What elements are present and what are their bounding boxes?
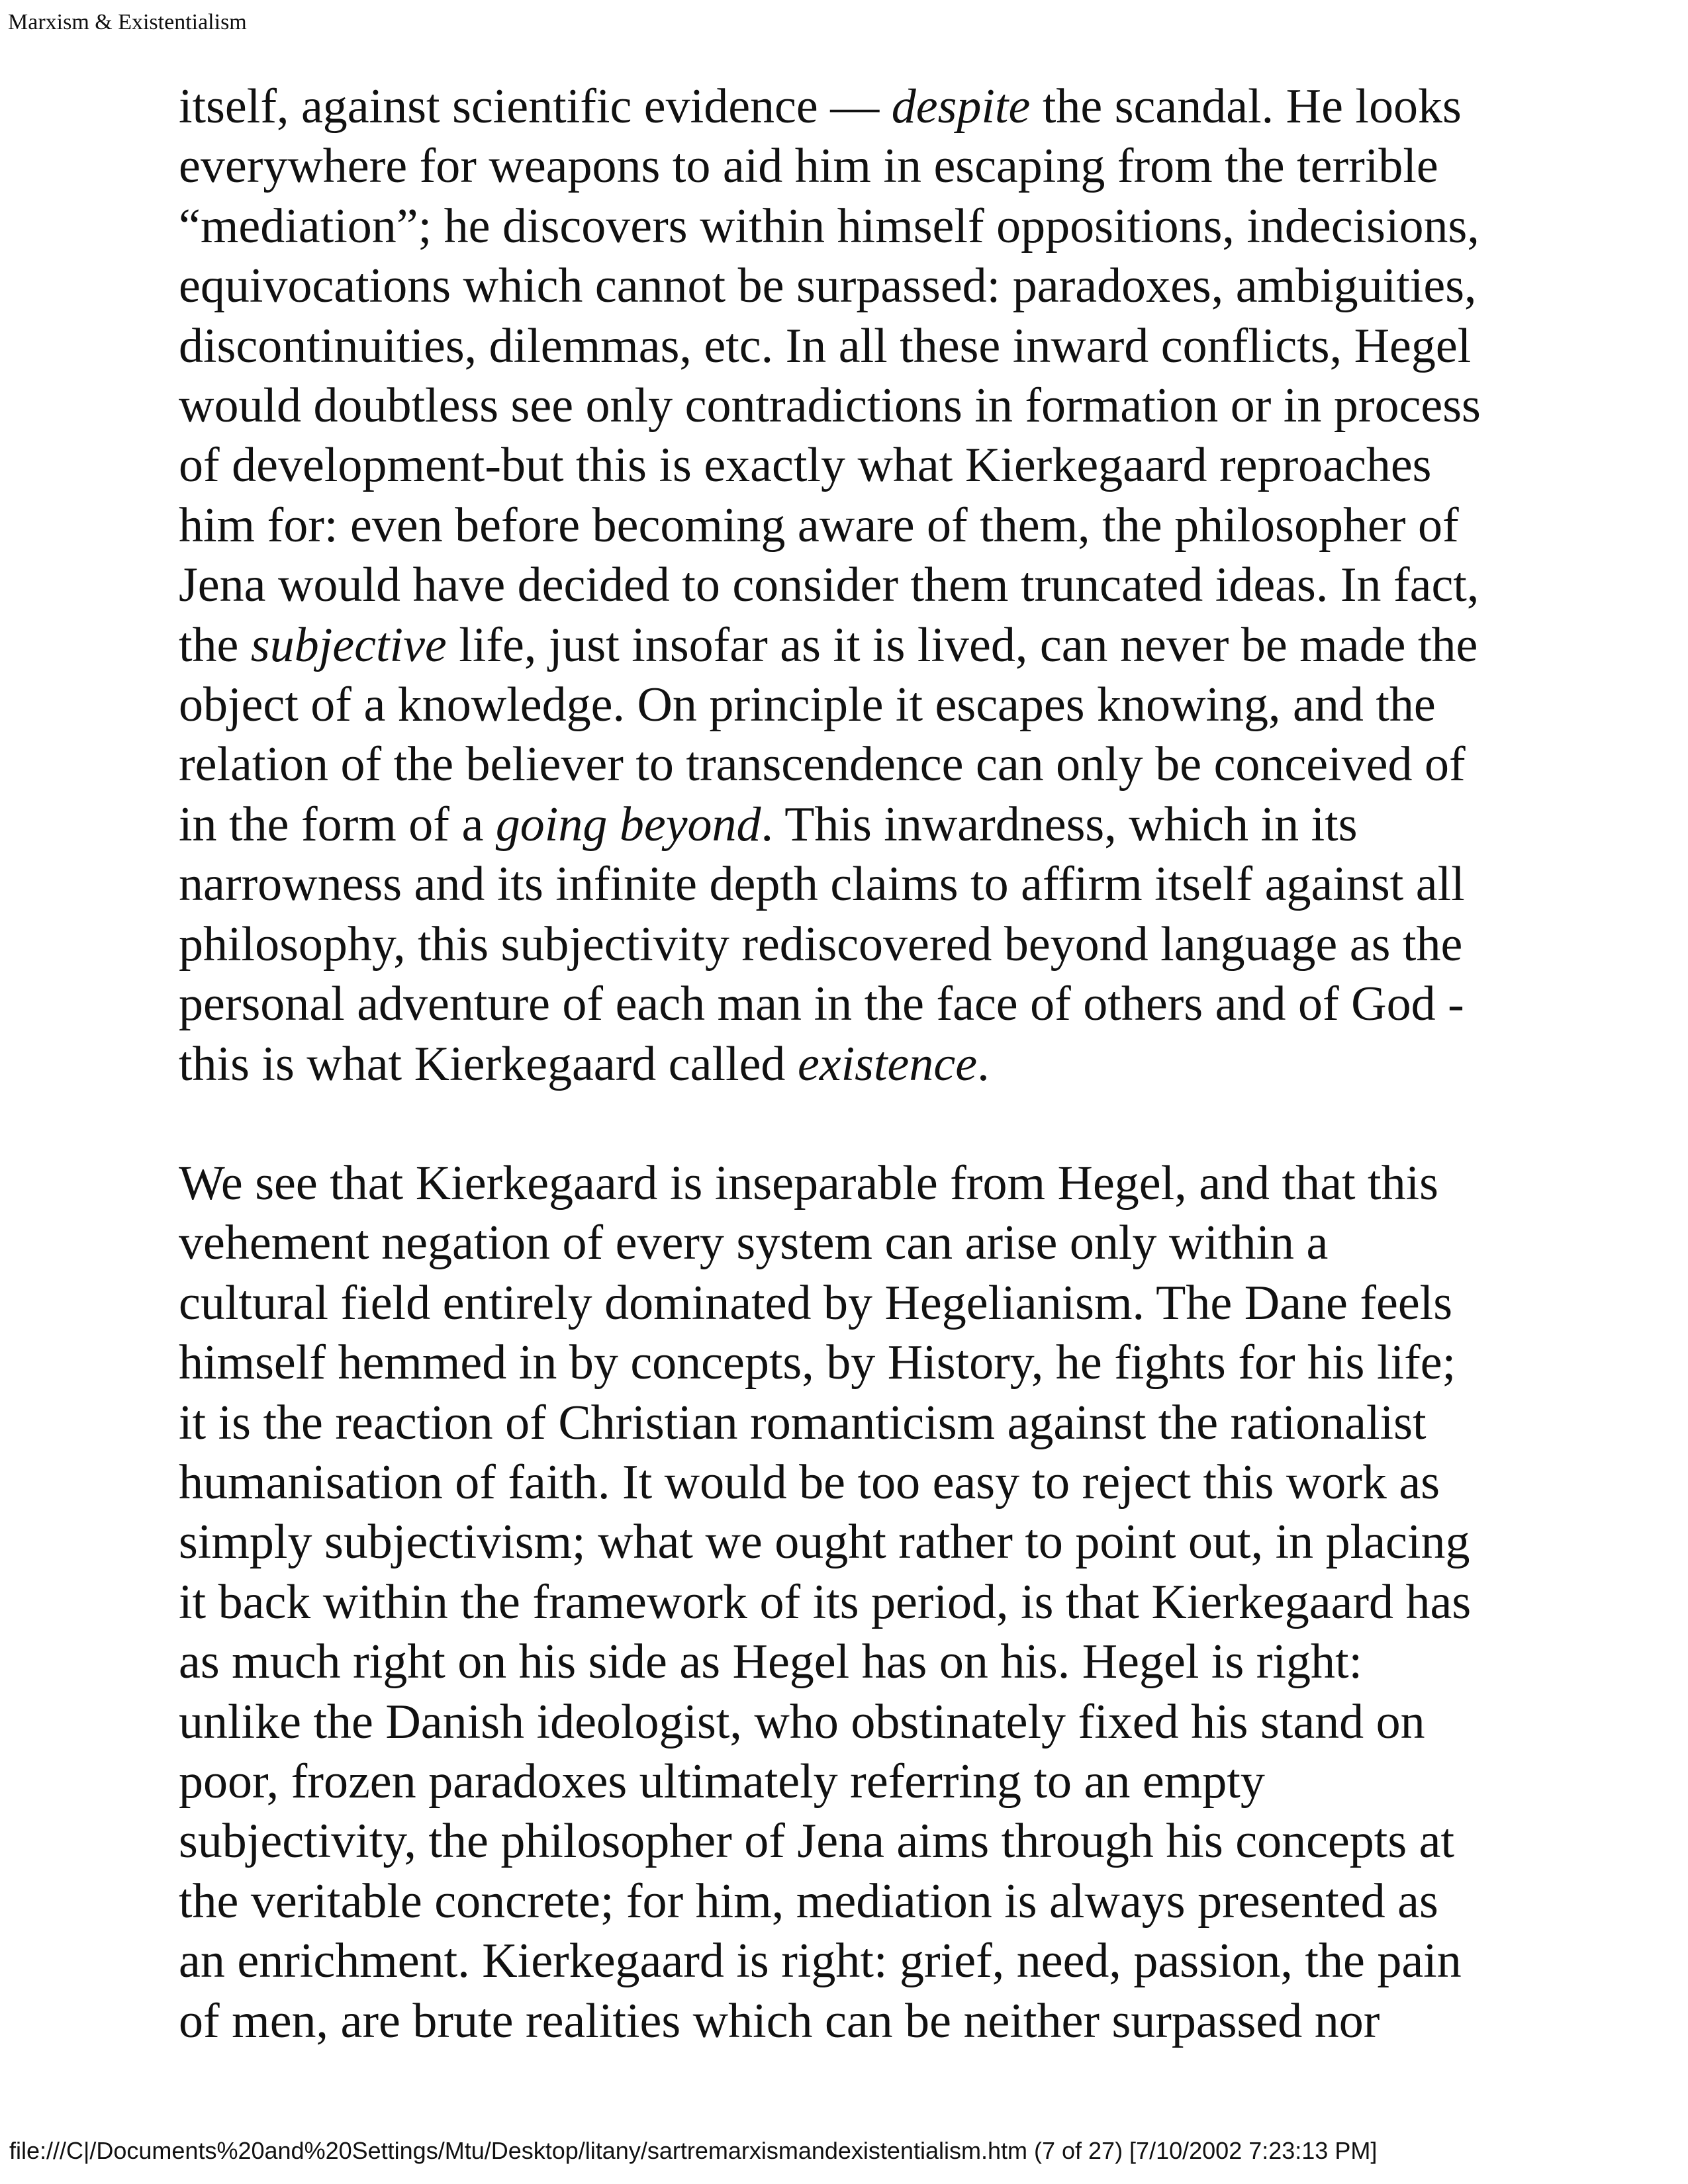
text-line (179, 615, 1503, 675)
text-segment: cultural field entirely dominated by Hegelianism. The Dane feels (179, 1275, 1453, 1330)
text-line (179, 854, 1503, 914)
text-line (179, 1213, 1503, 1273)
text-line (179, 197, 1503, 256)
text-line (179, 1034, 1503, 1094)
article-body (179, 77, 1503, 2051)
text-segment: humanisation of faith. It would be too easy to reject this work as (179, 1455, 1440, 1510)
text-segment: Jena would have decided to consider them truncated ideas. In fact, (179, 558, 1479, 613)
text-line (179, 376, 1503, 435)
text-line (179, 1273, 1503, 1333)
text-line (179, 735, 1503, 794)
text-line (179, 1154, 1503, 1213)
text-line (179, 77, 1503, 136)
text-segment: narrowness and its infinite depth claims to affirm itself against all (179, 857, 1465, 912)
text-line (179, 1632, 1503, 1692)
text-segment: equivocations which cannot be surpassed: paradoxes, ambiguities, (179, 259, 1477, 314)
text-line (179, 1333, 1503, 1392)
text-line (179, 795, 1503, 854)
text-segment: an enrichment. Kierkegaard is right: grief, need, passion, the pain (179, 1934, 1462, 1989)
text-line (179, 136, 1503, 196)
text-segment: itself, against scientific evidence — (179, 79, 892, 134)
text-segment: philosophy, this subjectivity rediscovered beyond language as the (179, 917, 1463, 972)
text-segment: life, just insofar as it is lived, can never be made the (446, 617, 1478, 672)
text-segment: himself hemmed in by concepts, by History, he fights for his life; (179, 1336, 1456, 1390)
text-line (179, 435, 1503, 495)
text-segment: unlike the Danish ideologist, who obstinately fixed his stand on (179, 1694, 1425, 1749)
paragraph (179, 1154, 1503, 2051)
text-segment: discontinuities, dilemmas, etc. In all these inward conflicts, Hegel (179, 318, 1472, 373)
text-line (179, 496, 1503, 555)
text-segment: it is the reaction of Christian romanticism against the rationalist (179, 1395, 1427, 1450)
text-line (179, 1991, 1503, 2051)
text-segment: as much right on his side as Hegel has on his. Hegel is right: (179, 1635, 1363, 1690)
text-segment: “mediation”; he discovers within himself oppositions, indecisions, (179, 199, 1479, 253)
text-line (179, 1872, 1503, 1931)
text-segment: . This inwardness, which in its (761, 797, 1358, 852)
text-segment: vehement negation of every system can arise only within a (179, 1216, 1329, 1271)
text-segment: subjectivity, the philosopher of Jena aims through his concepts at (179, 1814, 1455, 1869)
text-segment: the (179, 617, 251, 672)
text-line (179, 256, 1503, 316)
text-line (179, 675, 1503, 735)
text-segment: it back within the framework of its period, is that Kierkegaard has (179, 1574, 1472, 1629)
text-segment: relation of the believer to transcendence can only be conceived of (179, 737, 1466, 792)
text-segment: personal adventure of each man in the face of others and of God - (179, 977, 1464, 1032)
text-line (179, 1512, 1503, 1572)
print-footer-url: file:///C|/Documents%20and%20Settings/Mtu/Desktop/litany/sartremarxismandexistentialism.htm (7 of 27) [7/10/2002 7:23:13 PM] (9, 2137, 1378, 2164)
text-line (179, 915, 1503, 974)
text-segment: . (977, 1036, 990, 1091)
italic-text: despite (891, 79, 1031, 134)
text-line (179, 316, 1503, 376)
italic-text: subjective (250, 617, 447, 672)
italic-text: existence (797, 1036, 978, 1091)
text-line (179, 1692, 1503, 1752)
text-segment: him for: even before becoming aware of them, the philosopher of (179, 498, 1459, 553)
text-line (179, 1393, 1503, 1453)
text-line (179, 1572, 1503, 1632)
text-segment: simply subjectivism; what we ought rather to point out, in placing (179, 1515, 1470, 1570)
text-line (179, 1811, 1503, 1871)
text-segment: of men, are brute realities which can be neither surpassed nor (179, 1993, 1380, 2048)
text-line (179, 974, 1503, 1034)
text-segment: of development-but this is exactly what Kierkegaard reproaches (179, 438, 1432, 493)
text-segment: We see that Kierkegaard is inseparable from Hegel, and that this (179, 1156, 1438, 1210)
running-header: Marxism & Existentialism (8, 10, 247, 34)
text-segment: in the form of a (179, 797, 496, 852)
text-line (179, 555, 1503, 615)
text-segment: this is what Kierkegaard called (179, 1036, 798, 1091)
text-segment: the scandal. He looks (1030, 79, 1462, 134)
text-segment: would doubtless see only contradictions in formation or in process (179, 379, 1481, 433)
italic-text: going beyond (495, 797, 761, 852)
text-line (179, 1752, 1503, 1811)
paragraph (179, 77, 1503, 1094)
text-segment: object of a knowledge. On principle it escapes knowing, and the (179, 678, 1436, 733)
text-segment: everywhere for weapons to aid him in escaping from the terrible (179, 139, 1438, 194)
text-segment: poor, frozen paradoxes ultimately referring to an empty (179, 1754, 1265, 1809)
text-segment: the veritable concrete; for him, mediation is always presented as (179, 1874, 1438, 1929)
text-line (179, 1453, 1503, 1512)
text-line (179, 1931, 1503, 1991)
